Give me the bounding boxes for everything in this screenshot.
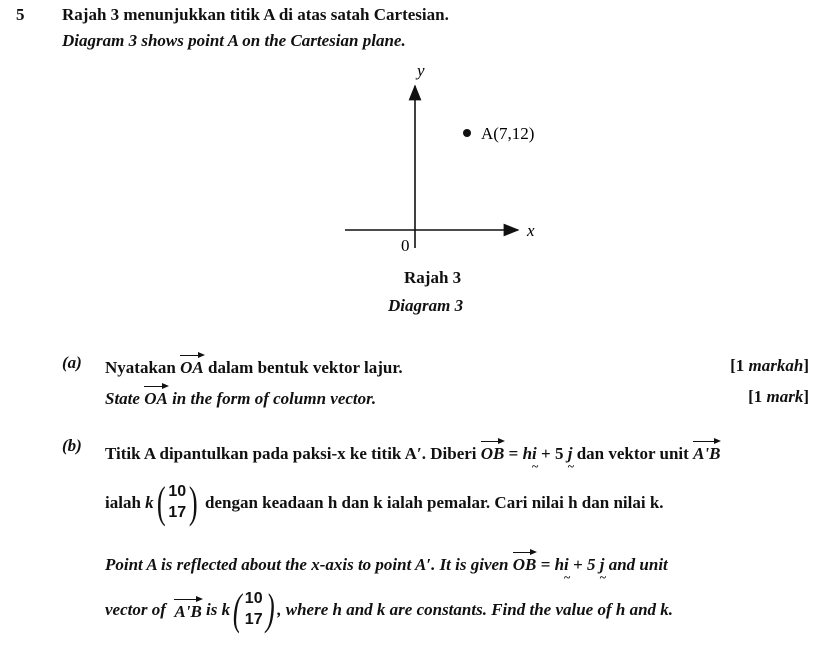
plus-five: + 5 <box>541 444 564 463</box>
part-a-english <box>105 387 376 409</box>
column-vector-bottom: 17 <box>168 504 187 521</box>
equals-sign-english: = <box>540 555 551 574</box>
part-a-english-prefix: State <box>105 389 140 408</box>
vector-ob-english: OB <box>512 555 537 574</box>
x-axis-label: x <box>527 221 535 240</box>
vector-oa: OA <box>180 358 204 377</box>
part-a-label: (a) <box>62 353 82 372</box>
part-b-malay-line2 <box>105 478 664 527</box>
intro-malay: Rajah 3 menunjukkan titik A di atas satah Cartesian. <box>62 5 449 24</box>
unit-vector-i-english: i ~ <box>564 555 569 575</box>
h-coefficient: h <box>522 444 533 463</box>
part-a-malay-suffix: dalam bentuk vektor lajur. <box>207 358 403 377</box>
vector-a-prime-b-english: A'B <box>174 602 202 621</box>
part-b-english-line1-prefix: Point A is reflected about the x-axis to point A′. It is given <box>105 555 509 574</box>
equals-sign: = <box>508 444 519 463</box>
question-number: 5 <box>16 5 25 24</box>
k-constant: k <box>145 493 154 512</box>
diagram-caption-malay: Rajah 3 <box>404 268 462 287</box>
part-a-malay <box>105 356 403 378</box>
plus-five-english: + 5 <box>573 555 596 574</box>
part-b-english-line1-suffix: and unit <box>608 555 668 574</box>
point-a-label: A(7,12) <box>481 124 535 143</box>
part-b-malay-line1 <box>105 442 720 464</box>
vector-a-prime-b: A'B <box>693 444 721 463</box>
y-axis-label: y <box>417 61 425 80</box>
cartesian-diagram <box>0 0 831 300</box>
part-b-malay-line1-suffix: dan vektor unit <box>576 444 689 463</box>
part-b-malay-line2-prefix: ialah <box>105 493 141 512</box>
part-b-english-line2 <box>105 585 674 634</box>
column-vector-english: ( 10 17 ) <box>233 585 275 634</box>
origin-label: 0 <box>401 236 410 255</box>
part-a-malay-marks: [1 markah] <box>730 356 809 375</box>
part-a-english-marks: [1 mark] <box>748 387 809 406</box>
vector-ob: OB <box>480 444 505 463</box>
unit-vector-j: j ~ <box>568 444 573 464</box>
part-b-malay-line2-suffix: dengan keadaan h dan k ialah pemalar. Cari nilai h dan nilai k. <box>205 493 664 512</box>
unit-vector-j-english: j ~ <box>600 555 605 575</box>
intro-english: Diagram 3 shows point A on the Cartesian plane. <box>62 31 406 50</box>
part-b-english-line2-suffix: , where h and k are constants. Find the value of h and k. <box>277 600 674 619</box>
point-a-marker <box>463 129 471 137</box>
part-b-english-line1 <box>105 553 668 575</box>
is-k-english: is k <box>206 600 231 619</box>
part-b-malay-line1-prefix: Titik A dipantulkan pada paksi-x ke titik A′. Diberi <box>105 444 477 463</box>
column-vector: ( 10 17 ) <box>156 478 198 527</box>
part-b-english-line2-prefix: vector of <box>105 600 166 619</box>
vector-oa-english: OA <box>144 389 168 408</box>
column-vector-english-top: 10 <box>244 590 263 608</box>
diagram-caption-english: Diagram 3 <box>388 296 464 315</box>
h-coefficient-english: h <box>554 555 565 574</box>
part-a-malay-prefix: Nyatakan <box>105 358 176 377</box>
column-vector-top: 10 <box>168 483 187 501</box>
unit-vector-i: i ~ <box>532 444 537 464</box>
part-b-label: (b) <box>62 436 82 455</box>
column-vector-english-bottom: 17 <box>244 611 263 628</box>
part-a-english-suffix: in the form of column vector. <box>172 389 377 408</box>
